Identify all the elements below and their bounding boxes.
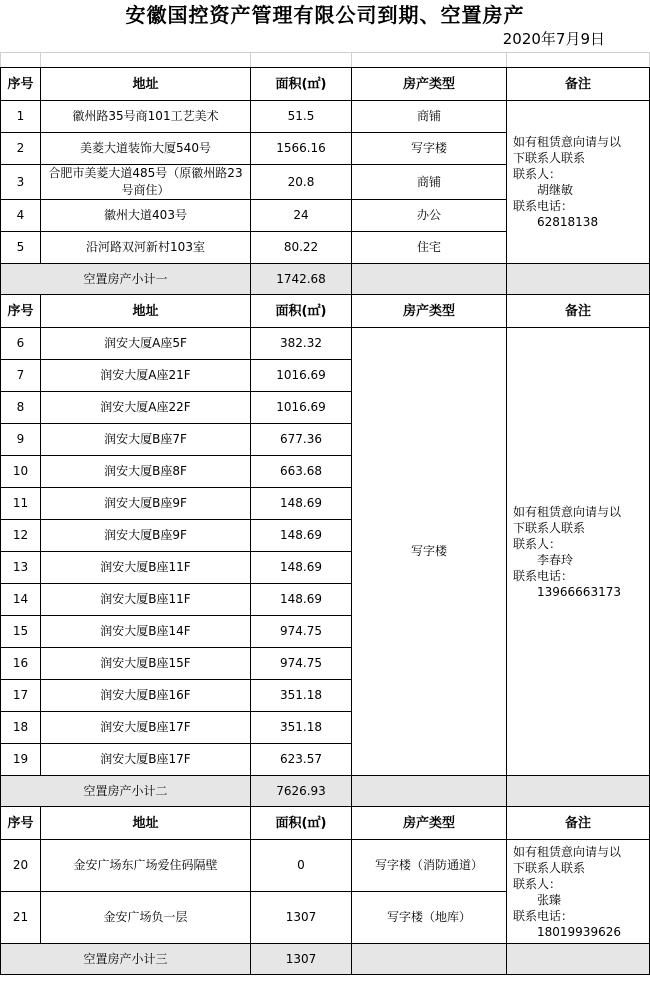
subtotal-value: 1742.68 [251,264,352,295]
row-address: 美菱大道装饰大厦540号 [41,133,251,165]
row-address: 润安大厦B座14F [41,616,251,648]
row-type: 写字楼（地库） [352,892,507,944]
row-area: 623.57 [251,744,352,776]
row-no: 13 [1,552,41,584]
header-row [1,68,650,101]
contact-note-line: 张臻 [537,892,562,907]
header-note: 备注 [507,68,650,101]
row-address: 润安大厦B座11F [41,552,251,584]
contact-note-line: 如有租赁意向请与以 [513,504,622,519]
row-no: 15 [1,616,41,648]
row-area: 351.18 [251,680,352,712]
row-no: 19 [1,744,41,776]
row-address: 润安大厦B座17F [41,712,251,744]
contact-note-line: 下联系人联系 [513,860,586,875]
row-address: 润安大厦B座11F [41,584,251,616]
contact-note [507,328,650,776]
contact-note-line: 联系电话： [513,199,574,213]
contact-note-line: 联系电话： [513,568,574,583]
subtotal-value: 1307 [251,944,352,975]
row-area: 148.69 [251,488,352,520]
contact-note-line: 联系人： [513,876,562,891]
row-type: 住宅 [352,232,507,264]
row-no: 18 [1,712,41,744]
row-area: 677.36 [251,424,352,456]
subtotal-value: 7626.93 [251,776,352,807]
header-no: 序号 [1,68,41,101]
table-row [1,840,650,892]
row-no: 20 [1,840,41,892]
subtotal-row [1,264,650,295]
row-area: 148.69 [251,520,352,552]
row-address: 金安广场东广场爱住码隔壁 [41,840,251,892]
contact-note-line: 下联系人联系 [513,151,586,165]
header-address: 地址 [41,68,251,101]
header-row [1,295,650,328]
row-area: 974.75 [251,648,352,680]
row-area: 974.75 [251,616,352,648]
header-row [1,807,650,840]
row-area: 1566.16 [251,133,352,165]
page-title: 安徽国控资产管理有限公司到期、空置房产 [125,3,525,27]
row-address: 金安广场负一层 [41,892,251,944]
row-address: 合肥市美菱大道485号（原徽州路23号商住） [41,165,251,200]
report-date: 2020年7月9日 [502,30,605,48]
contact-note [507,840,650,944]
subtotal-empty [507,944,650,975]
row-area: 663.68 [251,456,352,488]
table-row [1,328,650,360]
contact-note-line: 如有租赁意向请与以 [513,135,622,149]
row-no: 8 [1,392,41,424]
subtotal-empty [507,776,650,807]
row-area: 1016.69 [251,392,352,424]
subtotal-row [1,776,650,807]
row-area: 148.69 [251,584,352,616]
property-table [0,52,650,975]
row-no: 4 [1,200,41,232]
contact-note-line: 18019939626 [537,924,621,939]
row-area: 382.32 [251,328,352,360]
table-row [1,101,650,133]
row-area: 0 [251,840,352,892]
row-area: 24 [251,200,352,232]
spacer-row [1,53,650,68]
row-address: 润安大厦A座22F [41,392,251,424]
contact-note-line: 如有租赁意向请与以 [513,844,622,859]
row-address: 润安大厦B座9F [41,488,251,520]
row-no: 6 [1,328,41,360]
row-address: 润安大厦B座9F [41,520,251,552]
row-type: 写字楼 [352,328,507,776]
header-address: 地址 [41,295,251,328]
row-address: 润安大厦B座16F [41,680,251,712]
row-address: 润安大厦B座7F [41,424,251,456]
row-no: 2 [1,133,41,165]
subtotal-row [1,944,650,975]
row-address: 润安大厦B座17F [41,744,251,776]
subtotal-empty [507,264,650,295]
row-no: 12 [1,520,41,552]
contact-note-line: 下联系人联系 [513,520,586,535]
row-area: 148.69 [251,552,352,584]
header-area: 面积(㎡) [251,295,352,328]
row-address: 徽州大道403号 [41,200,251,232]
header-type: 房产类型 [352,295,507,328]
subtotal-label: 空置房产小计一 [1,264,251,295]
contact-note-line: 62818138 [537,215,599,229]
header-note: 备注 [507,295,650,328]
contact-note [507,101,650,264]
row-area: 80.22 [251,232,352,264]
row-area: 20.8 [251,165,352,200]
row-no: 10 [1,456,41,488]
header-type: 房产类型 [352,807,507,840]
row-address: 徽州路35号商101工艺美术 [41,101,251,133]
header-note: 备注 [507,807,650,840]
subtotal-empty [352,944,507,975]
contact-note-line: 13966663173 [537,584,621,599]
header-no: 序号 [1,807,41,840]
row-no: 11 [1,488,41,520]
subtotal-label: 空置房产小计三 [1,944,251,975]
row-address: 润安大厦A座5F [41,328,251,360]
header-address: 地址 [41,807,251,840]
row-type: 写字楼（消防通道） [352,840,507,892]
row-area: 51.5 [251,101,352,133]
row-type: 商铺 [352,101,507,133]
row-type: 写字楼 [352,133,507,165]
contact-note-line: 联系人： [513,167,562,181]
row-no: 7 [1,360,41,392]
contact-note-line: 李春玲 [537,552,574,567]
row-type: 商铺 [352,165,507,200]
row-no: 17 [1,680,41,712]
subtotal-empty [352,264,507,295]
row-address: 润安大厦B座15F [41,648,251,680]
header-area: 面积(㎡) [251,68,352,101]
row-area: 1016.69 [251,360,352,392]
row-address: 沿河路双河新村103室 [41,232,251,264]
row-address: 润安大厦A座21F [41,360,251,392]
contact-note-line: 胡继敏 [537,183,574,197]
row-no: 9 [1,424,41,456]
row-no: 16 [1,648,41,680]
header-type: 房产类型 [352,68,507,101]
row-no: 1 [1,101,41,133]
header-no: 序号 [1,295,41,328]
contact-note-line: 联系人： [513,536,562,551]
row-type: 办公 [352,200,507,232]
row-area: 351.18 [251,712,352,744]
subtotal-label: 空置房产小计二 [1,776,251,807]
row-no: 14 [1,584,41,616]
header-area: 面积(㎡) [251,807,352,840]
contact-note-line: 联系电话： [513,908,574,923]
row-no: 3 [1,165,41,200]
row-area: 1307 [251,892,352,944]
row-address: 润安大厦B座8F [41,456,251,488]
row-no: 5 [1,232,41,264]
row-no: 21 [1,892,41,944]
subtotal-empty [352,776,507,807]
